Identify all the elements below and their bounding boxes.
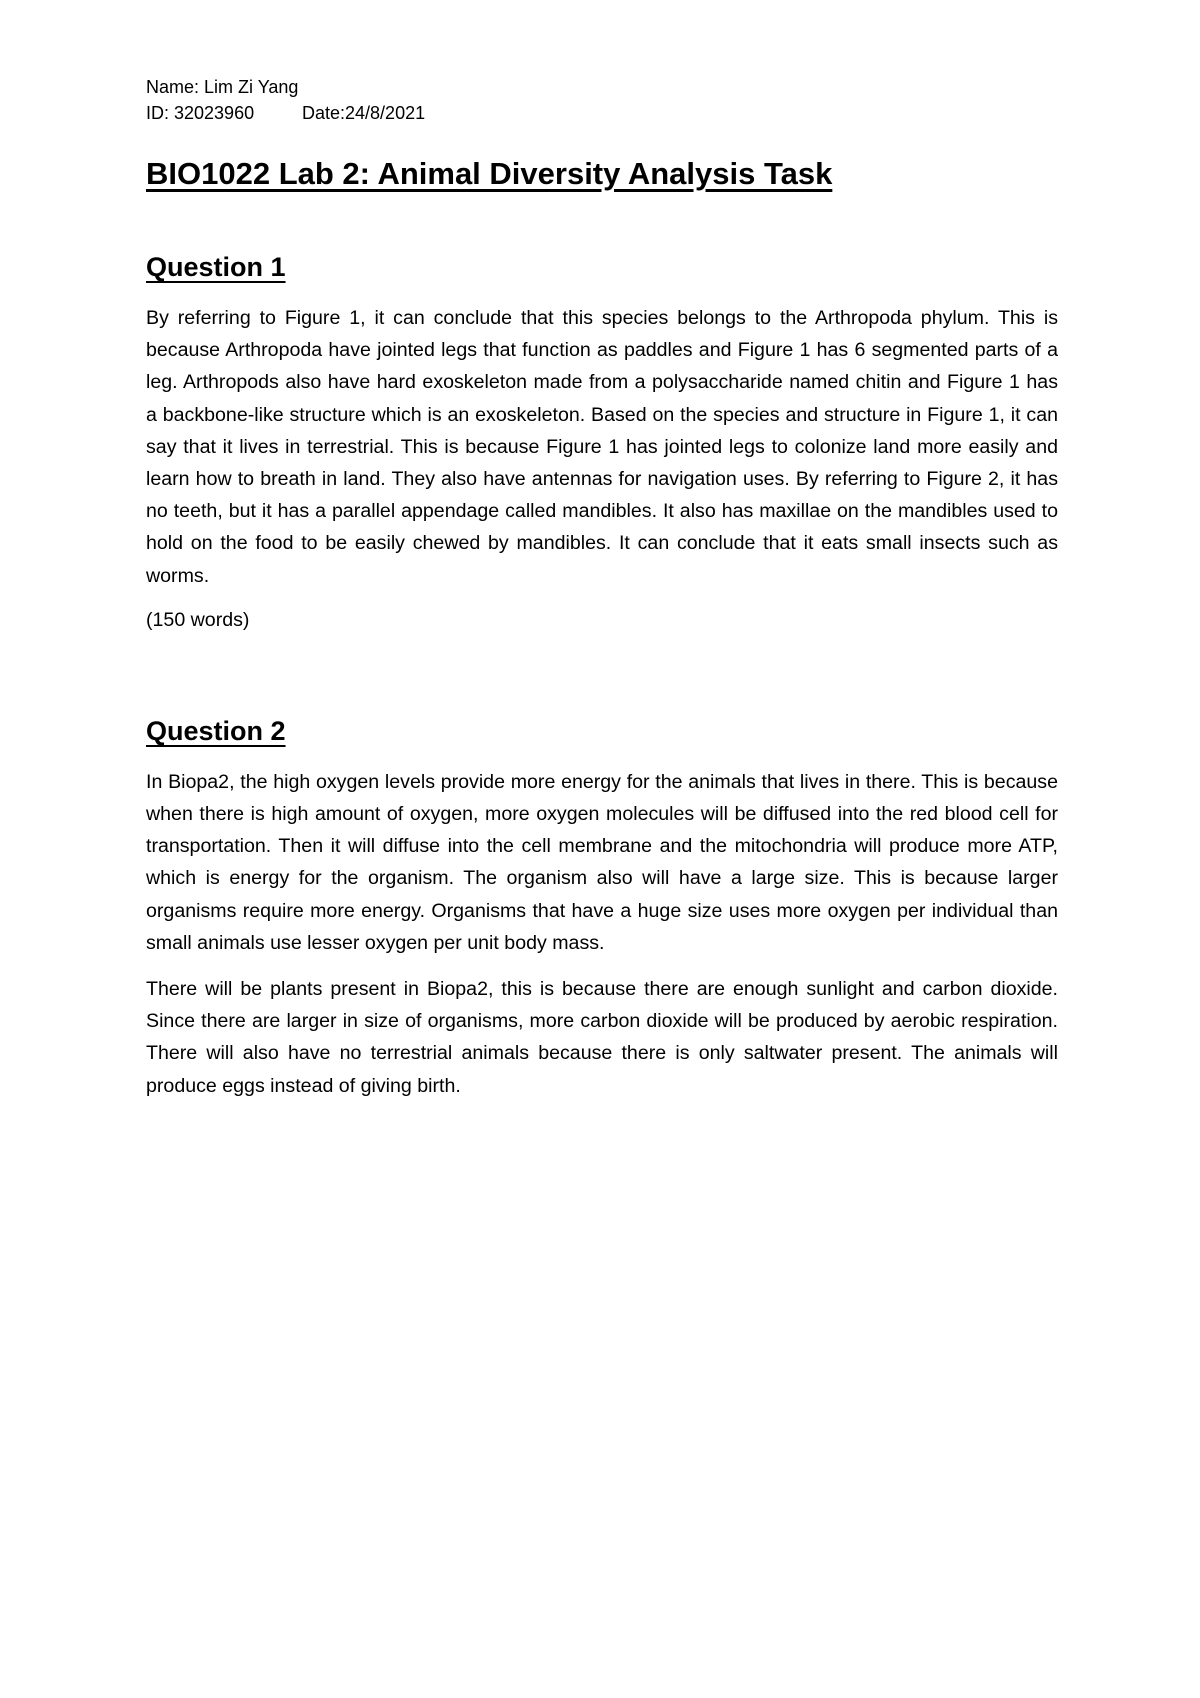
submission-date: Date:24/8/2021 <box>302 103 426 123</box>
question-1-word-count: (150 words) <box>146 608 250 631</box>
question-1-heading: Question 1 <box>146 252 286 282</box>
id-date-line <box>146 100 1058 126</box>
question-1-answer: By referring to Figure 1, it can conclude that this species belongs to the Arthropoda phylum. This is because Arthropoda have jointed legs that function as paddles and Figure 1 has 6 segmented parts of a leg. Arthropods also have hard exoskeleton made from a polysaccharide named chitin and Figure 1 has a backbone-like structure which is an exoskeleton. Based on the species and structure in Figure 1, it can say that it lives in terrestrial. This is because Figure 1 has jointed legs to colonize land more easily and learn how to breath in land. They also have antennas for navigation uses. By referring to Figure 2, it has no teeth, but it has a parallel appendage called mandibles. It also has maxillae on the mandibles used to hold on the food to be easily chewed by mandibles. It can conclude that it eats small insects such as worms. <box>146 307 1058 587</box>
question-2-answer-paragraph-2: There will be plants present in Biopa2, this is because there are enough sunlight and carbon dioxide. Since there are larger in size of organisms, more carbon dioxide will be produced by aerobic respiration. There will also have no terrestrial animals because there is only saltwater present. The animals will produce eggs instead of giving birth. <box>146 978 1058 1097</box>
question-2-answer-paragraph-1: In Biopa2, the high oxygen levels provide more energy for the animals that lives in there. This is because when there is high amount of oxygen, more oxygen molecules will be diffused into the red blood cell for transportation. Then it will diffuse into the cell membrane and the mitochondria will produce more ATP, which is energy for the organism. The organism also will have a large size. This is because larger organisms require more energy. Organisms that have a huge size uses more oxygen per individual than small animals use lesser oxygen per unit body mass. <box>146 770 1058 954</box>
student-name: Name: Lim Zi Yang <box>146 77 299 97</box>
document-title: BIO1022 Lab 2: Animal Diversity Analysis Task <box>146 156 833 191</box>
question-2-heading: Question 2 <box>146 715 286 746</box>
student-id: ID: 32023960 <box>146 103 255 123</box>
document-content <box>146 74 1058 1102</box>
